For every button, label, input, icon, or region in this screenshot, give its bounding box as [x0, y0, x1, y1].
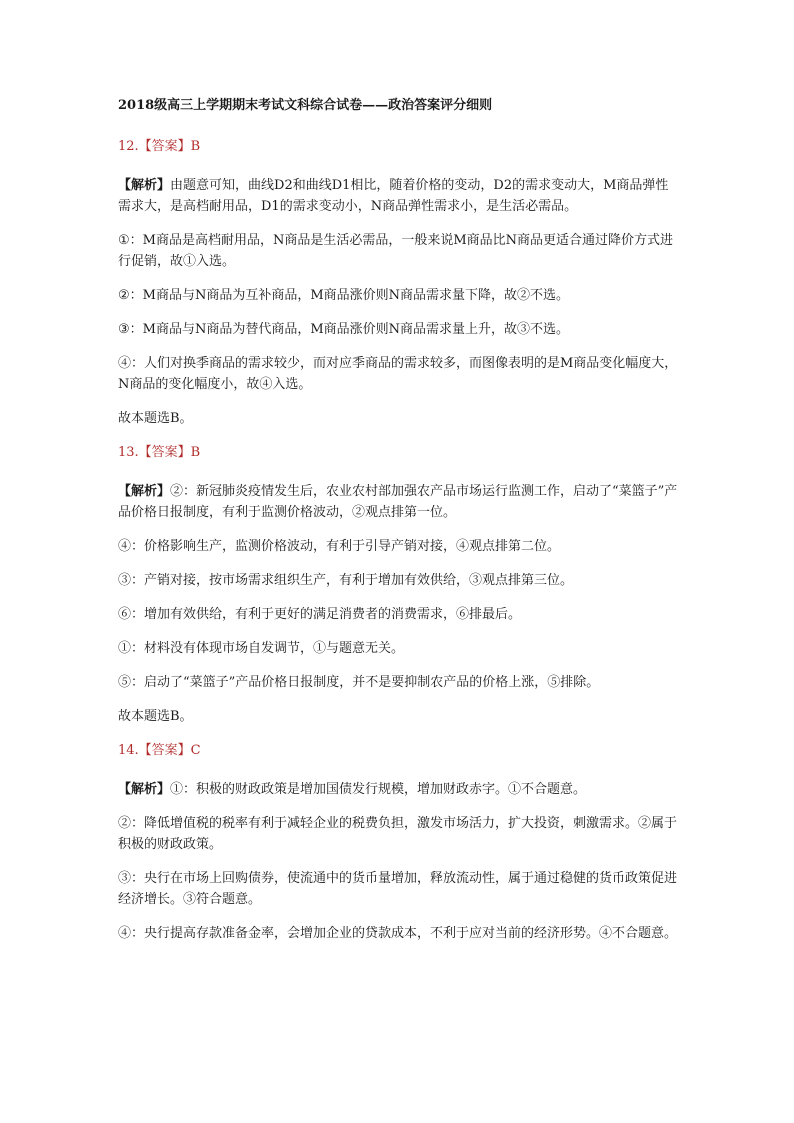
conclusion: 故本题选B。 [118, 709, 193, 724]
analysis-paragraph [118, 481, 678, 523]
question-13 [118, 443, 678, 727]
question-14 [118, 741, 678, 944]
analysis-head: 【解析】 [118, 782, 171, 797]
analysis-paragraph [118, 779, 678, 800]
analysis-head: 【解析】 [118, 484, 171, 499]
answer-line: 13.【答案】B [118, 445, 201, 460]
analysis-paragraph: ⑤：启动了“菜篮子”产品价格日报制度，并不是要抑制农产品的价格上涨，⑤排除。 [118, 675, 600, 690]
analysis-head: 【解析】 [118, 178, 171, 193]
analysis-paragraph: ②：降低增值税的税率有利于减轻企业的税费负担，激发市场活力，扩大投资，刺激需求。②属于积极的财政政策。 [118, 816, 678, 852]
answer-line: 14.【答案】C [118, 743, 201, 758]
analysis-paragraph: ④：价格影响生产，监测价格波动，有利于引导产销对接，④观点排第二位。 [118, 539, 561, 554]
answer-line: 12.【答案】B [118, 139, 201, 154]
analysis-paragraph: ③：产销对接，按市场需求组织生产，有利于增加有效供给，③观点排第三位。 [118, 573, 574, 588]
document-page [118, 96, 678, 957]
analysis-paragraph: ①：材料没有体现市场自发调节，①与题意无关。 [118, 641, 405, 656]
analysis-paragraph: ③：央行在市场上回购债券，使流通中的货币量增加，释放流动性，属于通过稳健的货币政策促进经济增长。③符合题意。 [118, 871, 678, 907]
conclusion: 故本题选B。 [118, 411, 193, 426]
analysis-paragraph [118, 175, 678, 217]
document-title: 2018级高三上学期期末考试文科综合试卷——政治答案评分细则 [118, 98, 493, 113]
analysis-text: ②：新冠肺炎疫情发生后，农业农村部加强农产品市场运行监测工作，启动了“菜篮子”产品价格日报制度，有利于监测价格波动，②观点排第一位。 [118, 484, 678, 520]
analysis-paragraph: ⑥：增加有效供给，有利于更好的满足消费者的消费需求，⑥排最后。 [118, 607, 522, 622]
analysis-text: ①：积极的财政政策是增加国债发行规模，增加财政赤字。①不合题意。 [170, 782, 587, 797]
analysis-paragraph: ④：人们对换季商品的需求较少，而对应季商品的需求较多，而图像表明的是M商品变化幅度大，N商品的变化幅度小，故④入选。 [118, 356, 678, 392]
analysis-paragraph: ④：央行提高存款准备金率，会增加企业的贷款成本，不利于应对当前的经济形势。④不合题意。 [118, 926, 678, 941]
analysis-text: 由题意可知，曲线D2和曲线D1相比，随着价格的变动，D2的需求变动大，M商品弹性需求大，是高档耐用品，D1的需求变动小，N商品弹性需求小，是生活必需品。 [118, 178, 669, 214]
analysis-paragraph: ③：M商品与N商品为替代商品，M商品涨价则N商品需求量上升，故③不选。 [118, 322, 570, 337]
question-12 [118, 137, 678, 429]
analysis-paragraph: ②：M商品与N商品为互补商品，M商品涨价则N商品需求量下降，故②不选。 [118, 288, 570, 303]
analysis-paragraph: ①：M商品是高档耐用品，N商品是生活必需品，一般来说M商品比N商品更适合通过降价方式进行促销，故①入选。 [118, 233, 674, 269]
